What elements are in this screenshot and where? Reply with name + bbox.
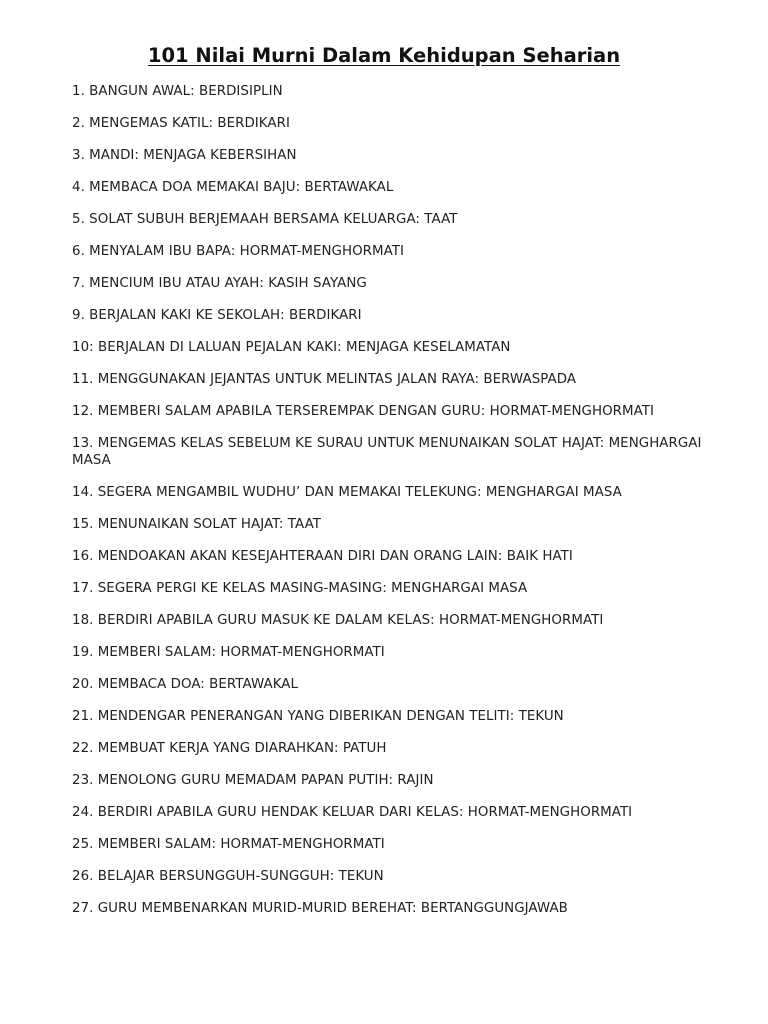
list-item: 3. MANDI: MENJAGA KEBERSIHAN bbox=[72, 148, 297, 163]
list-item: 20. MEMBACA DOA: BERTAWAKAL bbox=[72, 676, 299, 692]
list-item: 15. MENUNAIKAN SOLAT HAJAT: TAAT bbox=[72, 516, 321, 532]
list-item: 13. MENGEMAS KELAS SEBELUM KE SURAU UNTUK MENUNAIKAN SOLAT HAJAT: MENGHARGAI MASA bbox=[72, 436, 702, 468]
list-item: 17. SEGERA PERGI KE KELAS MASING-MASING: MENGHARGAI MASA bbox=[72, 580, 528, 596]
list-item: 9. BERJALAN KAKI KE SEKOLAH: BERDIKARI bbox=[72, 308, 362, 323]
list-item: 11. MENGGUNAKAN JEJANTAS UNTUK MELINTAS JALAN RAYA: BERWASPADA bbox=[72, 372, 577, 387]
list-item: 2. MENGEMAS KATIL: BERDIKARI bbox=[72, 116, 290, 131]
list-item: 6. MENYALAM IBU BAPA: HORMAT-MENGHORMATI bbox=[72, 244, 405, 259]
list-item: 16. MENDOAKAN AKAN KESEJAHTERAAN DIRI DAN ORANG LAIN: BAIK HATI bbox=[72, 548, 573, 564]
list-item: 23. MENOLONG GURU MEMADAM PAPAN PUTIH: RAJIN bbox=[72, 772, 434, 788]
list-item: 1. BANGUN AWAL: BERDISIPLIN bbox=[72, 84, 283, 99]
list-item: 18. BERDIRI APABILA GURU MASUK KE DALAM KELAS: HORMAT-MENGHORMATI bbox=[72, 612, 604, 628]
list-item: 7. MENCIUM IBU ATAU AYAH: KASIH SAYANG bbox=[72, 276, 367, 291]
list-item: 26. BELAJAR BERSUNGGUH-SUNGGUH: TEKUN bbox=[72, 868, 384, 884]
list-item: 19. MEMBERI SALAM: HORMAT-MENGHORMATI bbox=[72, 644, 385, 660]
list-item: 21. MENDENGAR PENERANGAN YANG DIBERIKAN DENGAN TELITI: TEKUN bbox=[72, 708, 564, 724]
list-item: 14. SEGERA MENGAMBIL WUDHU’ DAN MEMAKAI TELEKUNG: MENGHARGAI MASA bbox=[72, 484, 622, 500]
values-list bbox=[72, 84, 712, 933]
list-item: 25. MEMBERI SALAM: HORMAT-MENGHORMATI bbox=[72, 836, 385, 852]
list-item: 24. BERDIRI APABILA GURU HENDAK KELUAR DARI KELAS: HORMAT-MENGHORMATI bbox=[72, 804, 633, 820]
list-item: 10: BERJALAN DI LALUAN PEJALAN KAKI: MENJAGA KESELAMATAN bbox=[72, 340, 511, 355]
list-item: 12. MEMBERI SALAM APABILA TERSEREMPAK DENGAN GURU: HORMAT-MENGHORMATI bbox=[72, 404, 655, 419]
document-title: 101 Nilai Murni Dalam Kehidupan Seharian bbox=[147, 44, 621, 67]
list-item: 22. MEMBUAT KERJA YANG DIARAHKAN: PATUH bbox=[72, 740, 387, 756]
list-item: 27. GURU MEMBENARKAN MURID-MURID BEREHAT: BERTANGGUNGJAWAB bbox=[72, 900, 568, 916]
list-item: 4. MEMBACA DOA MEMAKAI BAJU: BERTAWAKAL bbox=[72, 180, 394, 195]
list-item: 5. SOLAT SUBUH BERJEMAAH BERSAMA KELUARGA: TAAT bbox=[72, 212, 458, 227]
